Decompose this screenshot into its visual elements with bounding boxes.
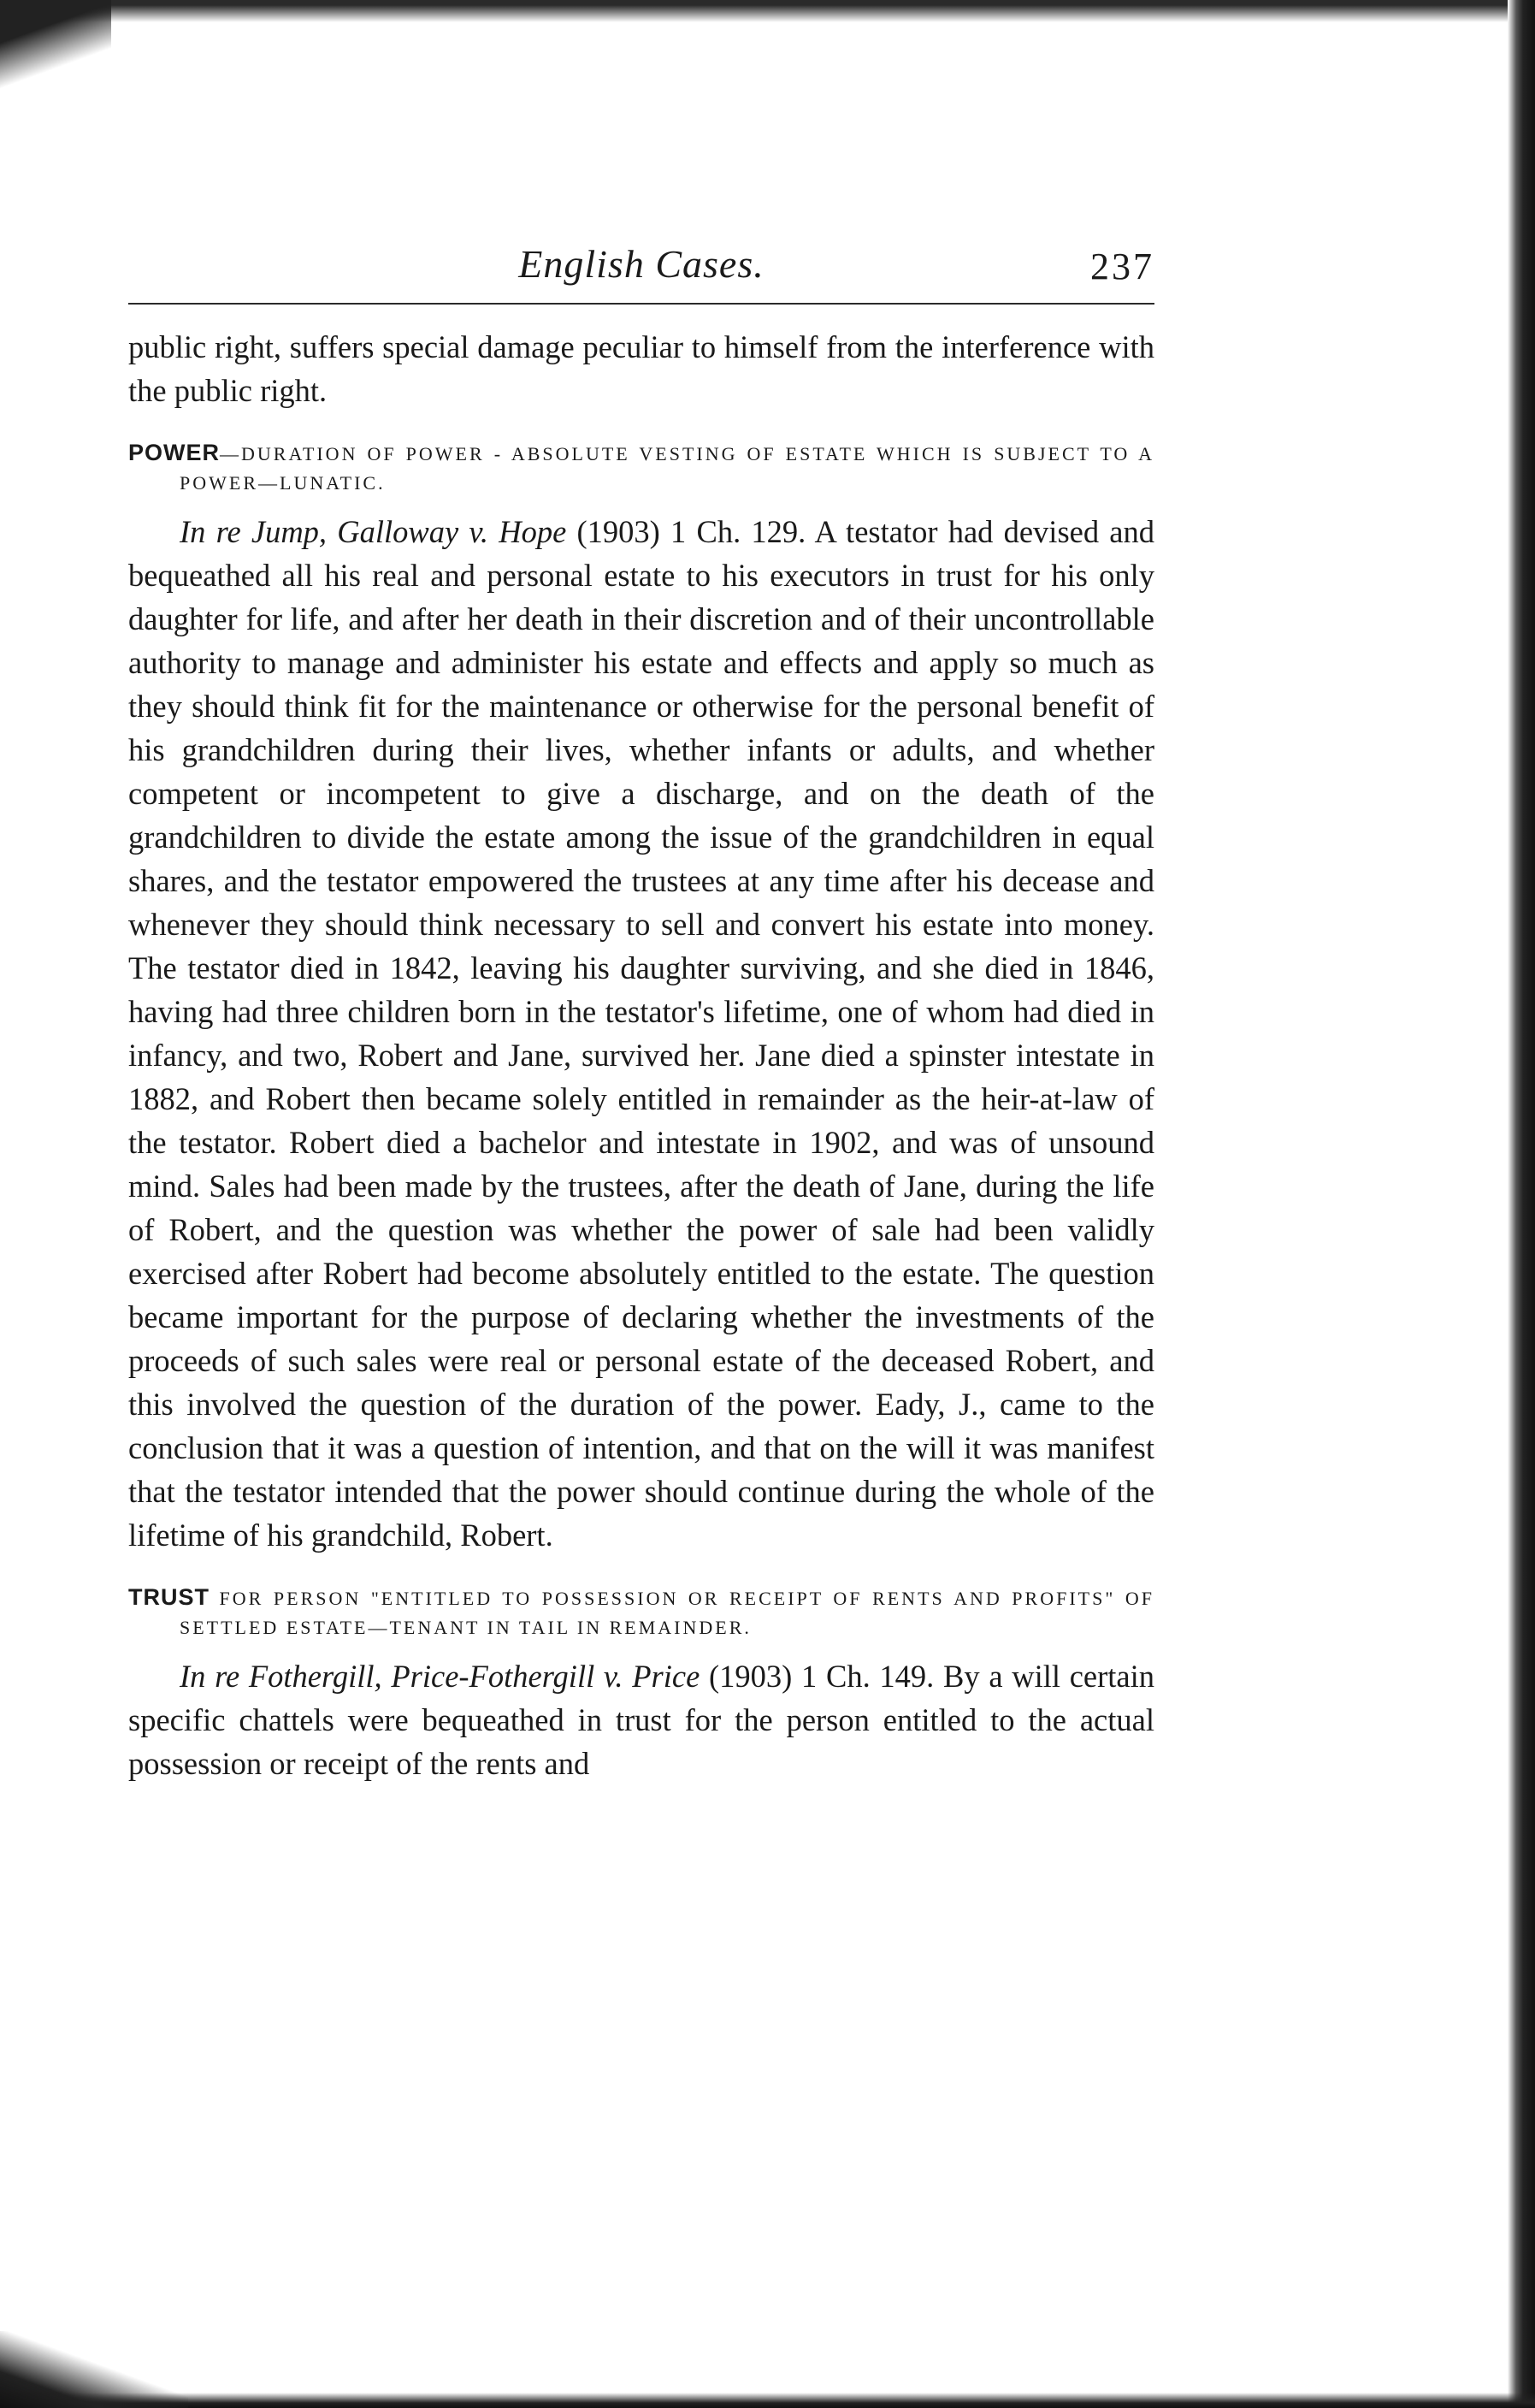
scan-shadow-bottom-left bbox=[0, 2331, 188, 2408]
case-heading-lead: TRUST bbox=[128, 1584, 210, 1610]
case-body: A testator had devised and bequeathed all his real and personal estate to his executors in trust for his only daughter for life, and after her death in their discretion and of their uncontrollable authority to manage and administer his estate and effects and apply so much as they should think fit for the maintenance or otherwise for the personal benefit of his grandchildren during their lives, whether infants or adults, and whether competent or incompetent to give a discharge, and on the death of the grandchildren to divide the estate among the issue of the grandchildren in equal shares, and the testator empowered the trustees at any time after his decease and whenever they should think necessary to sell and convert his estate into money. The testator died in 1842, leaving his daughter surviving, and she died in 1846, having had three children born in the testator's lifetime, one of whom had died in infancy, and two, Robert and Jane, survived her. Jane died a spinster intestate in 1882, and Robert then became solely entitled in remainder as the heir-at-law of the testator. Robert died a bachelor and intestate in 1902, and was of unsound mind. Sales had been made by the trustees, after the death of Jane, during the life of Robert, and the question was whether the power of sale had been validly exercised after Robert had become absolutely entitled to the estate. The question became important for the purpose of declaring whether the investments of the proceeds of such sales were real or personal estate of the deceased Robert, and this involved the question of the duration of the power. Eady, J., came to the conclusion that it was a question of intention, and that on the will it was manifest that the testator intended that the power should continue during the whole of the lifetime of his grandchild, Robert. bbox=[128, 514, 1155, 1553]
scan-edge-top bbox=[0, 0, 1535, 22]
case-heading-power bbox=[128, 438, 1154, 498]
continuation-paragraph: public right, suffers special damage peculiar to himself from the interference with the public right. bbox=[128, 329, 1154, 408]
case-body: By a will certain specific chattels were bequeathed in trust for the person entitled to the actual possession or receipt of the rents and bbox=[128, 1659, 1155, 1781]
scan-shadow-top-left bbox=[0, 0, 111, 103]
case-heading-subject: —DURATION OF POWER - ABSOLUTE VESTING OF ESTATE WHICH IS SUBJECT TO A POWER—LUNATIC. bbox=[180, 443, 1154, 494]
case-name: In re Fothergill, Price-Fothergill v. Price bbox=[180, 1659, 700, 1694]
case-citation: (1903) 1 Ch. 129. bbox=[576, 514, 806, 549]
case-name: In re Jump, Galloway v. Hope bbox=[180, 514, 567, 549]
running-head-rule bbox=[128, 303, 1154, 305]
case-citation: (1903) 1 Ch. 149. bbox=[709, 1659, 935, 1694]
case-heading-trust bbox=[128, 1583, 1154, 1642]
running-head bbox=[128, 231, 1154, 291]
case-heading-lead: POWER bbox=[128, 440, 221, 465]
running-head-title: English Cases. bbox=[518, 242, 765, 286]
case-paragraph-jump bbox=[128, 510, 1154, 1557]
scan-edge-bottom bbox=[0, 2393, 1535, 2408]
page-number: 237 bbox=[1090, 246, 1154, 287]
scan-edge-right bbox=[1508, 0, 1535, 2408]
case-paragraph-fothergill bbox=[128, 1654, 1154, 1785]
book-page bbox=[128, 231, 1154, 1785]
case-heading-subject: FOR PERSON "ENTITLED TO POSSESSION OR RECEIPT OF RENTS AND PROFITS" OF SETTLED ESTATE—TENANT IN TAIL IN REMAINDER. bbox=[180, 1588, 1154, 1638]
